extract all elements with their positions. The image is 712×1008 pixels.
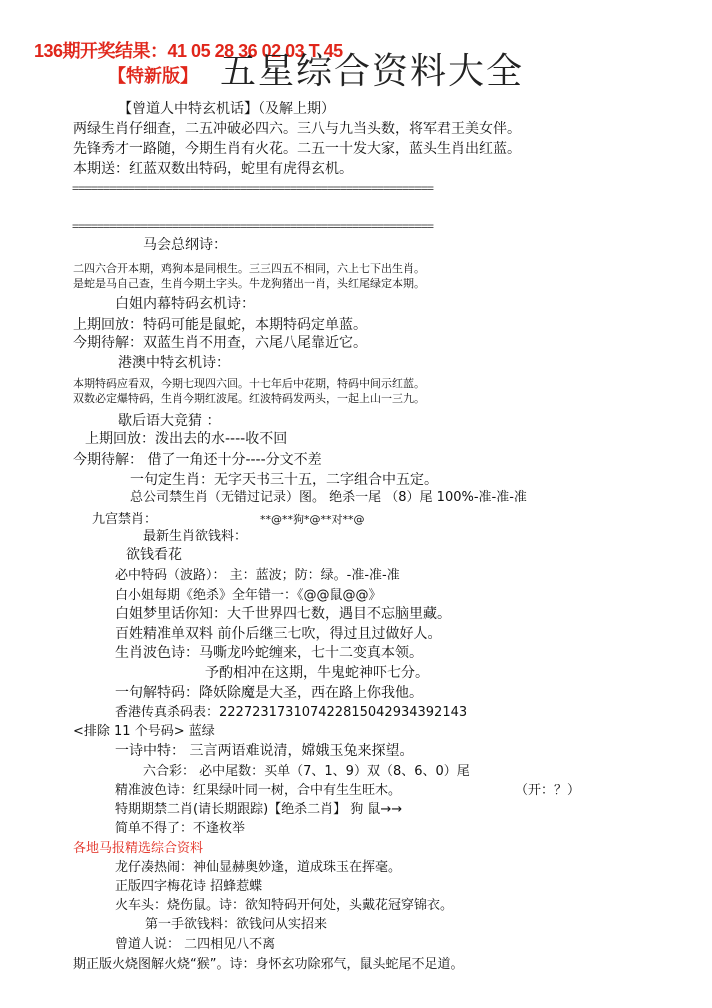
text-line: 正版四字梅花诗 招蜂惹蝶 [115,879,263,894]
separator: ========================================================== [72,219,434,233]
text-line: 今期待解：双蓝生肖不用查，六尾八尾靠近它。 [73,335,367,351]
section-heading: 各地马报精选综合资料 [73,841,204,856]
text-line: 九宫禁肖： [92,512,158,527]
separator: ========================================================== [72,181,434,195]
text-line: 六合彩： 必中尾数：买单（7、1、9）双（8、6、0）尾 [143,764,470,779]
text-line: 精准波色诗：红果绿叶同一树，合中有生生旺木。 [115,783,402,798]
text-line: 二四六合开本期，鸡狗本是同根生。三三四五不相同，六上七下出生肖。 [73,262,425,275]
text-line: 予酌相冲在这期，牛鬼蛇神吓七分。 [205,665,429,681]
text-line: 欲钱看花 [126,547,182,563]
text-line: 百姓精准单双料 前仆后继三七吹，得过且过做好人。 [115,626,442,642]
text-line: 先锋秀才一路随，今期生肖有火花。二五一十发大家，蓝头生肖出红蓝。 [73,141,521,157]
text-line: 本期特码应看双，今期七现四六回。十七年后中花期，特码中间示红蓝。 [73,377,425,390]
edition-tag: 【特新版】 [108,66,198,87]
text-line: 两绿生肖仔细查，二五冲破必四六。三八与九当头数，将军君王美女伴。 [73,121,521,137]
text-line: （开：？） [515,783,581,798]
text-line: 【曾道人中特玄机话】（及解上期） [118,101,335,117]
text-line: 火车头：烧伤鼠。诗：欲知特码开何处，头戴花冠穿锦衣。 [115,898,454,913]
text-line: 今期待解： 借了一角还十分----分文不差 [73,452,322,468]
text-line: 特期期禁二肖(请长期跟踪)【绝杀二肖】 狗 鼠→→ [115,802,403,817]
text-line: 曾道人说： 二四相见八不离 [115,937,276,952]
text-line: 龙仔凑热闹：神仙显赫奥妙逢，道成珠玉在挥毫。 [115,860,402,875]
text-line: **@**狗*@**对**@ [260,513,365,526]
text-line: 上期回放：泼出去的水----收不回 [85,431,288,447]
section-heading: 白姐内幕特码玄机诗： [115,296,255,312]
text-line: 上期回放：特码可能是鼠蛇，本期特码定单蓝。 [73,317,367,333]
text-line: 生肖波色诗：马嘶龙吟蛇缠来，七十二变真本领。 [115,645,423,661]
text-line: 总公司禁生肖（无错过记录）图。 绝杀一尾 （8）尾 100%-准-准-准 [130,490,527,505]
text-line: 是蛇是马自己查，生肖今期土字头。牛龙狗猪出一肖，头红尾绿定本期。 [73,277,425,290]
section-heading: 马会总纲诗： [143,237,227,253]
text-line: 期正版火烧图解火烧“猴”。诗：身怀玄功除邪气，鼠头蛇尾不足道。 [73,957,464,972]
section-heading: 最新生肖欲钱料： [143,529,248,544]
text-line: 香港传真杀码表：2227231731074228150429343921​43 [115,705,468,720]
page-title: 五星综合资料大全 [220,51,525,92]
text-line: 一句定生肖：无字天书三十五，二字组合中五定。 [130,472,438,488]
text-line: <排除 11 个号码> 蓝绿 [73,724,215,739]
section-heading: 港澳中特玄机诗： [118,355,230,371]
text-line: 本期送：红蓝双数出特码，蛇里有虎得玄机。 [73,161,353,177]
text-line: 双数必定爆特码，生肖今期红波尾。红波特码发两头，一起上山一三九。 [73,392,425,405]
text-line: 白姐梦里话你知：大千世界四七数，遇目不忘脑里藏。 [115,606,451,622]
text-line: 一句解特码：降妖除魔是大圣，西在路上你我他。 [115,685,423,701]
text-line: 必中特码（波路）： 主：蓝波；防：绿。-准-准-准 [115,568,400,583]
text-line: 简单不得了：不逢枚举 [115,821,246,836]
draw-result: 136期开奖结果：41 05 28 36 02 03 T 45 [34,41,343,61]
text-line: 白小姐每期《绝杀》全年错一：《@@鼠@@》 [115,588,382,603]
text-line: 一诗中特： 三言两语难说清，嫦娥玉兔来探望。 [115,743,414,759]
section-heading: 歇后语大竞猜 ： [118,413,221,429]
text-line: 第一手欲钱料：欲钱问从实招来 [145,917,328,932]
